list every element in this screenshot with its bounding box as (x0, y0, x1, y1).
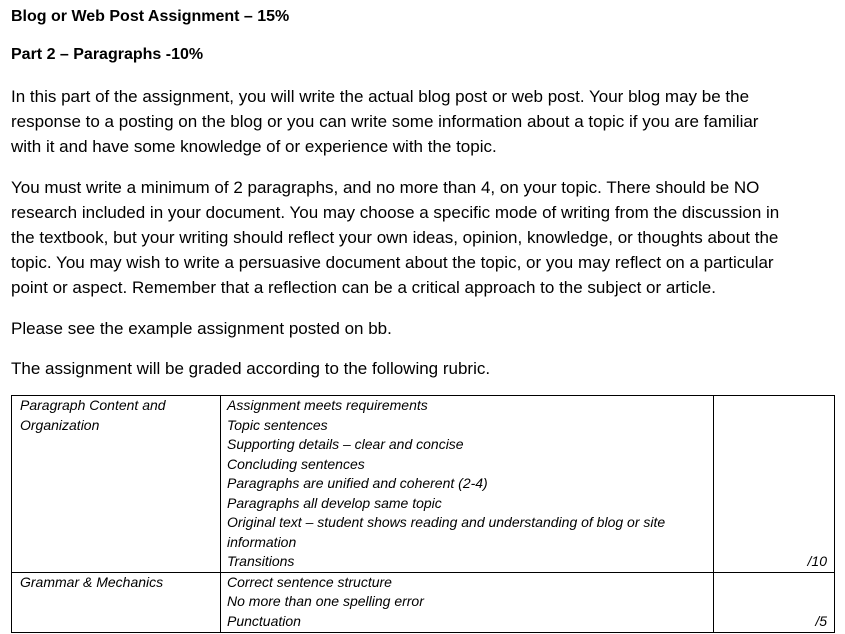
requirements-paragraph (11, 175, 841, 300)
criterion: Punctuation (227, 612, 301, 629)
criterion: Original text – student shows reading and understanding of blog or site (227, 514, 666, 530)
text-line: topic. You may wish to write a persuasive document about the topic, or you may reflect on a particular (11, 253, 774, 272)
criterion: Concluding sentences (227, 455, 365, 472)
rubric-score-cell (714, 572, 835, 632)
intro-paragraph (11, 84, 841, 159)
document-title: Blog or Web Post Assignment – 15% (11, 8, 290, 25)
criterion: Assignment meets requirements (227, 397, 428, 413)
category-label: Organization (20, 416, 100, 433)
criterion: No more than one spelling error (227, 593, 424, 609)
criterion: Paragraphs all develop same topic (227, 494, 442, 511)
text-line: with it and have some knowledge of or experience with the topic. (11, 137, 497, 156)
text-line: the textbook, but your writing should reflect your own ideas, opinion, knowledge, or thoughts about the (11, 228, 779, 247)
criterion: Paragraphs are unified and coherent (2-4) (227, 475, 488, 491)
category-label: Grammar & Mechanics (20, 573, 164, 590)
criterion: Topic sentences (227, 416, 328, 433)
text-line: You must write a minimum of 2 paragraphs, and no more than 4, on your topic. There should be NO (11, 178, 760, 197)
rubric-category-cell (12, 572, 221, 632)
rubric-criteria-cell (221, 396, 714, 573)
text-line: response to a posting on the blog or you can write some information about a topic if you are familiar (11, 112, 759, 131)
rubric-category-cell (12, 396, 221, 573)
rubric-row-grammar (12, 572, 835, 632)
score-label: /10 (807, 553, 827, 569)
rubric-table (11, 395, 835, 633)
score-label: /5 (815, 613, 827, 629)
category-label: Paragraph Content and (20, 397, 166, 413)
part-title: Part 2 – Paragraphs -10% (11, 46, 204, 63)
criterion: information (227, 533, 297, 550)
rubric-row-content (12, 396, 835, 573)
criterion: Correct sentence structure (227, 573, 392, 590)
text-line: In this part of the assignment, you will write the actual blog post or web post. Your blog may be the (11, 87, 750, 106)
text-line: research included in your document. You may choose a specific mode of writing from the discussion in (11, 203, 780, 222)
criterion: Transitions (227, 553, 295, 569)
rubric-criteria-cell (221, 572, 714, 632)
example-note (11, 316, 841, 341)
rubric-intro (11, 356, 841, 381)
text-line: Please see the example assignment posted on bb. (11, 319, 392, 338)
text-line: point or aspect. Remember that a reflection can be a critical approach to the subject or article. (11, 278, 716, 297)
rubric-score-cell (714, 396, 835, 573)
criterion: Supporting details – clear and concise (227, 436, 464, 452)
text-line: The assignment will be graded according to the following rubric. (11, 359, 491, 378)
